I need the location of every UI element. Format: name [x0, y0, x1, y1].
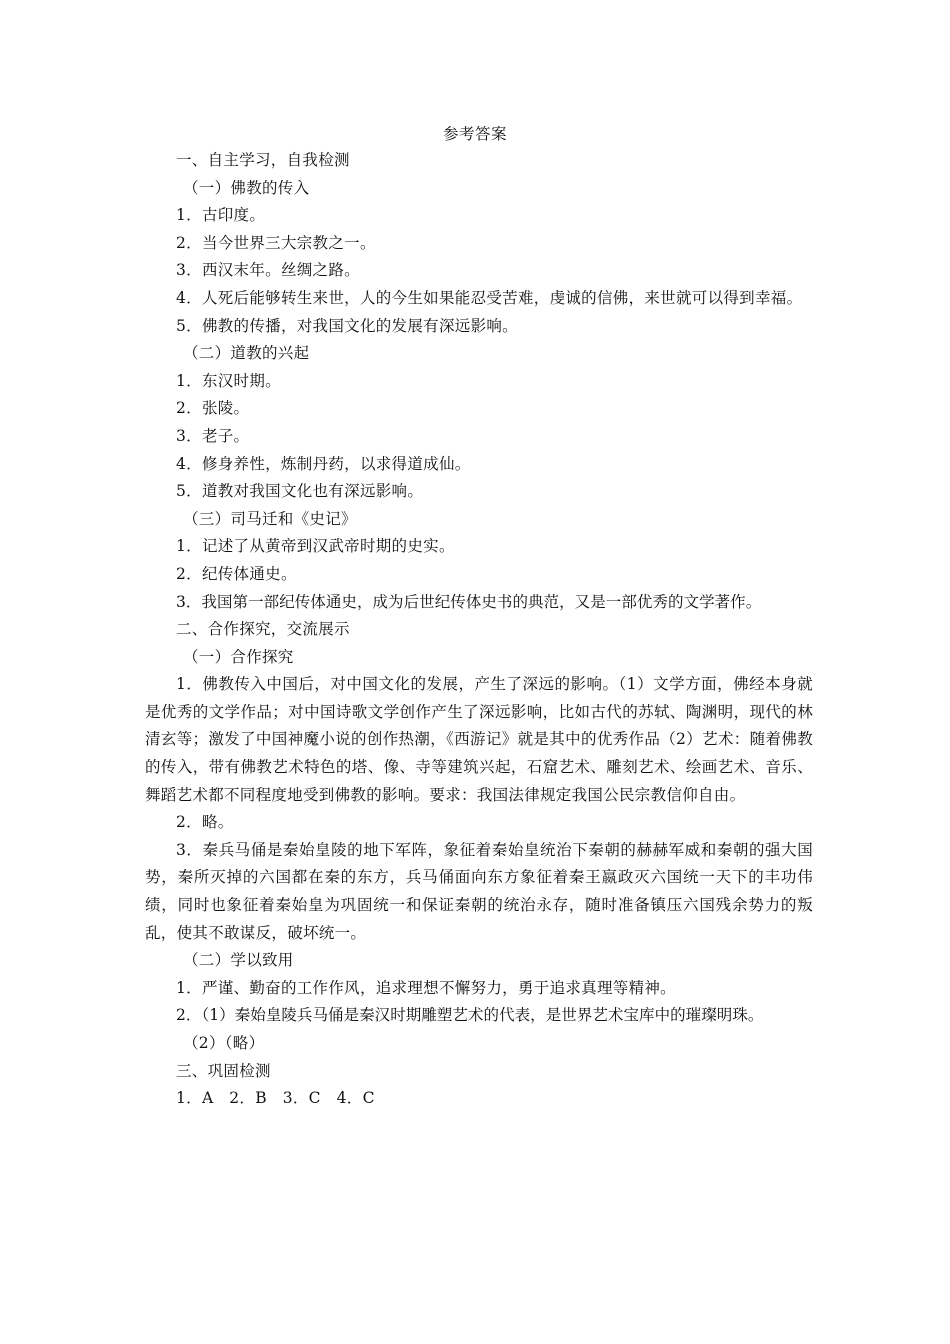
quiz-answers: 1．A 2．B 3．C 4．C: [176, 1089, 375, 1108]
answer-item: 4．人死后能够转生来世，人的今生如果能忍受苦难，虔诚的信佛，来世就可以得到幸福。: [176, 288, 803, 307]
page-title: 参考答案: [442, 125, 507, 143]
section-heading-1: 一、自主学习，自我检测: [176, 151, 350, 169]
subsection-heading-2-1: （一）合作探究: [183, 647, 294, 666]
answer-paragraph: 3．秦兵马俑是秦始皇陵的地下军阵，象征着秦始皇统治下秦朝的赫赫军威和秦朝的强大国势，秦所灭掉的六国都在秦的东方，兵马俑面向东方象征着秦王嬴政灭六国统一天下的丰功伟绩，同时也象征着秦始皇为巩固统一和保证秦朝的统治永存，随时准备镇压六国残余势力的叛乱，使其不敢谋反，破坏统一。: [145, 840, 813, 942]
answer-item: 2．略。: [176, 813, 234, 832]
answer-item: 3．西汉末年。丝绸之路。: [176, 261, 360, 280]
answer-item: 3．我国第一部纪传体通史，成为后世纪传体史书的典范，又是一部优秀的文学著作。: [176, 592, 762, 611]
section-heading-3: 三、巩固检测: [176, 1061, 271, 1080]
answer-paragraph: 1．佛教传入中国后，对中国文化的发展，产生了深远的影响。（1）文学方面，佛经本身就是优秀的文学作品；对中国诗歌文学创作产生了深远影响，比如古代的苏轼、陶渊明，现代的林清玄等；激发了中国神魔小说的创作热潮，《西游记》就是其中的优秀作品（2）艺术：随着佛教的传入，带有佛教艺术特色的塔、像、寺等建筑兴起，石窟艺术、雕刻艺术、绘画艺术、音乐、舞蹈艺术都不同程度地受到佛教的影响。要求：我国法律规定我国公民宗教信仰自由。: [145, 675, 813, 804]
answer-body: [145, 147, 813, 1113]
subsection-heading-2-2: （二）学以致用: [183, 951, 294, 970]
subsection-heading-1-1: （一）佛教的传入: [183, 178, 310, 197]
answer-item: 1．严谨、勤奋的工作作风，追求理想不懈努力，勇于追求真理等精神。: [176, 978, 676, 997]
answer-item: 5．佛教的传播，对我国文化的发展有深远影响。: [176, 316, 518, 335]
answer-item: 1．古印度。: [176, 206, 266, 225]
answer-item: 2．（1）秦始皇陵兵马俑是秦汉时期雕塑艺术的代表，是世界艺术宝库中的璀璨明珠。: [176, 1006, 764, 1025]
answer-item: 5．道教对我国文化也有深远影响。: [176, 482, 424, 501]
answer-item: 2．张陵。: [176, 399, 250, 418]
answer-item: 1．记述了从黄帝到汉武帝时期的史实。: [176, 537, 455, 556]
answer-item: 2．纪传体通史。: [176, 564, 297, 583]
answer-item: 1．东汉时期。: [176, 371, 281, 390]
answer-item: （2）（略）: [183, 1034, 265, 1052]
subsection-heading-1-3: （三）司马迁和《史记》: [183, 509, 357, 528]
answer-item: 3．老子。: [176, 426, 250, 445]
subsection-heading-1-2: （二）道教的兴起: [183, 344, 310, 363]
answer-item: 2．当今世界三大宗教之一。: [176, 233, 376, 252]
section-heading-2: 二、合作探究，交流展示: [176, 620, 350, 639]
answer-item: 4．修身养性，炼制丹药，以求得道成仙。: [176, 454, 471, 473]
